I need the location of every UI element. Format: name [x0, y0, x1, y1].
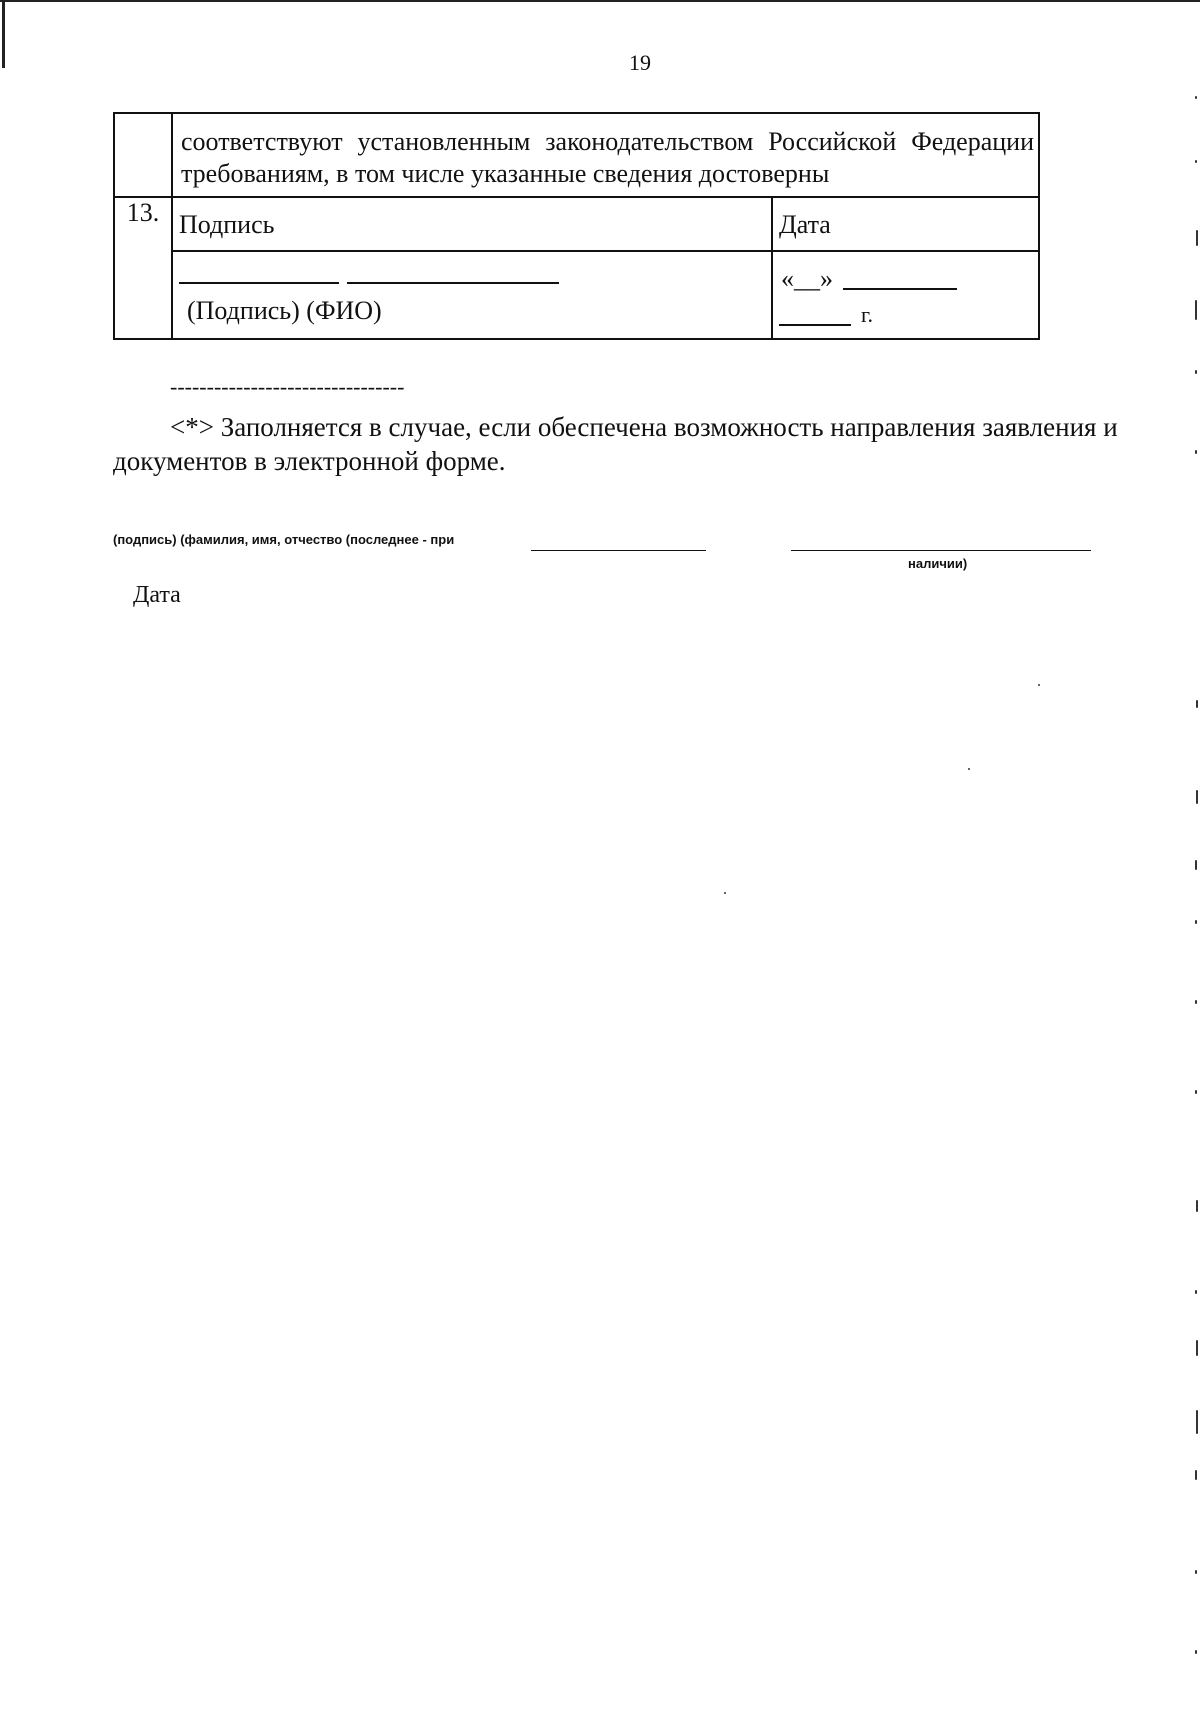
scan-speck [1195, 860, 1197, 870]
scan-speck [1196, 230, 1198, 246]
scan-speck [1195, 1570, 1197, 1574]
footnote-separator: -------------------------------- [170, 374, 405, 399]
fio-line [347, 282, 559, 284]
date-label: Дата [133, 582, 181, 608]
scan-speck [1195, 1090, 1197, 1094]
scan-speck [968, 768, 970, 770]
scan-edge-top [0, 0, 1200, 2]
table-row-continuation [114, 113, 1039, 197]
signature-field-cell [172, 251, 772, 339]
name-caption-small: наличии) [908, 556, 968, 571]
signature-header: Подпись [179, 210, 275, 239]
scan-speck [1195, 1470, 1197, 1480]
scan-speck [1196, 700, 1198, 708]
date-year-line [779, 324, 851, 326]
empty-number-cell [114, 113, 172, 197]
scan-speck [1196, 1200, 1198, 1212]
scan-edge-left [2, 0, 5, 68]
year-suffix: г. [861, 302, 874, 327]
scan-speck [1195, 1290, 1197, 1294]
scan-speck [1195, 96, 1197, 99]
signature-caption: (Подпись) (ФИО) [187, 296, 382, 325]
scan-speck [1196, 1340, 1198, 1356]
continuation-text: соответствуют установленным законодательством Российской Федерации требованиям, в том числе указанные сведения достоверны [181, 127, 1035, 188]
date-day-quotes: «__» [781, 264, 833, 293]
scan-speck [1195, 450, 1197, 454]
row-number [114, 197, 172, 339]
date-month-line [843, 288, 957, 290]
scan-speck [1196, 790, 1198, 804]
signature-header-cell [172, 197, 772, 251]
scan-speck [724, 892, 726, 894]
scan-speck [1038, 684, 1040, 686]
scan-speck [1196, 1410, 1198, 1434]
signature-caption-small: (подпись) (фамилия, имя, отчество (последнее - при [113, 532, 455, 547]
scan-speck [1195, 160, 1197, 163]
table-row-signature-fields [114, 251, 1039, 339]
continuation-cell [172, 113, 1039, 197]
table-row-signature-header [114, 197, 1039, 251]
scan-speck [1195, 300, 1197, 320]
name-blank-line [791, 550, 1091, 551]
row-number-text: 13. [126, 198, 160, 227]
scan-speck [1195, 370, 1197, 374]
form-table [113, 112, 1040, 340]
date-header-cell [772, 197, 1039, 251]
signature-blank-line [531, 550, 706, 551]
signature-line [179, 282, 339, 284]
date-field-cell [772, 251, 1039, 339]
scan-speck [1195, 1650, 1197, 1654]
date-header: Дата [779, 210, 831, 239]
footnote-text: <*> Заполняется в случае, если обеспечена возможность направления заявления и документов в электронной форме. [113, 412, 1118, 476]
scan-speck [1195, 920, 1197, 924]
scan-speck [1195, 1000, 1197, 1004]
page-number: 19 [629, 50, 651, 75]
